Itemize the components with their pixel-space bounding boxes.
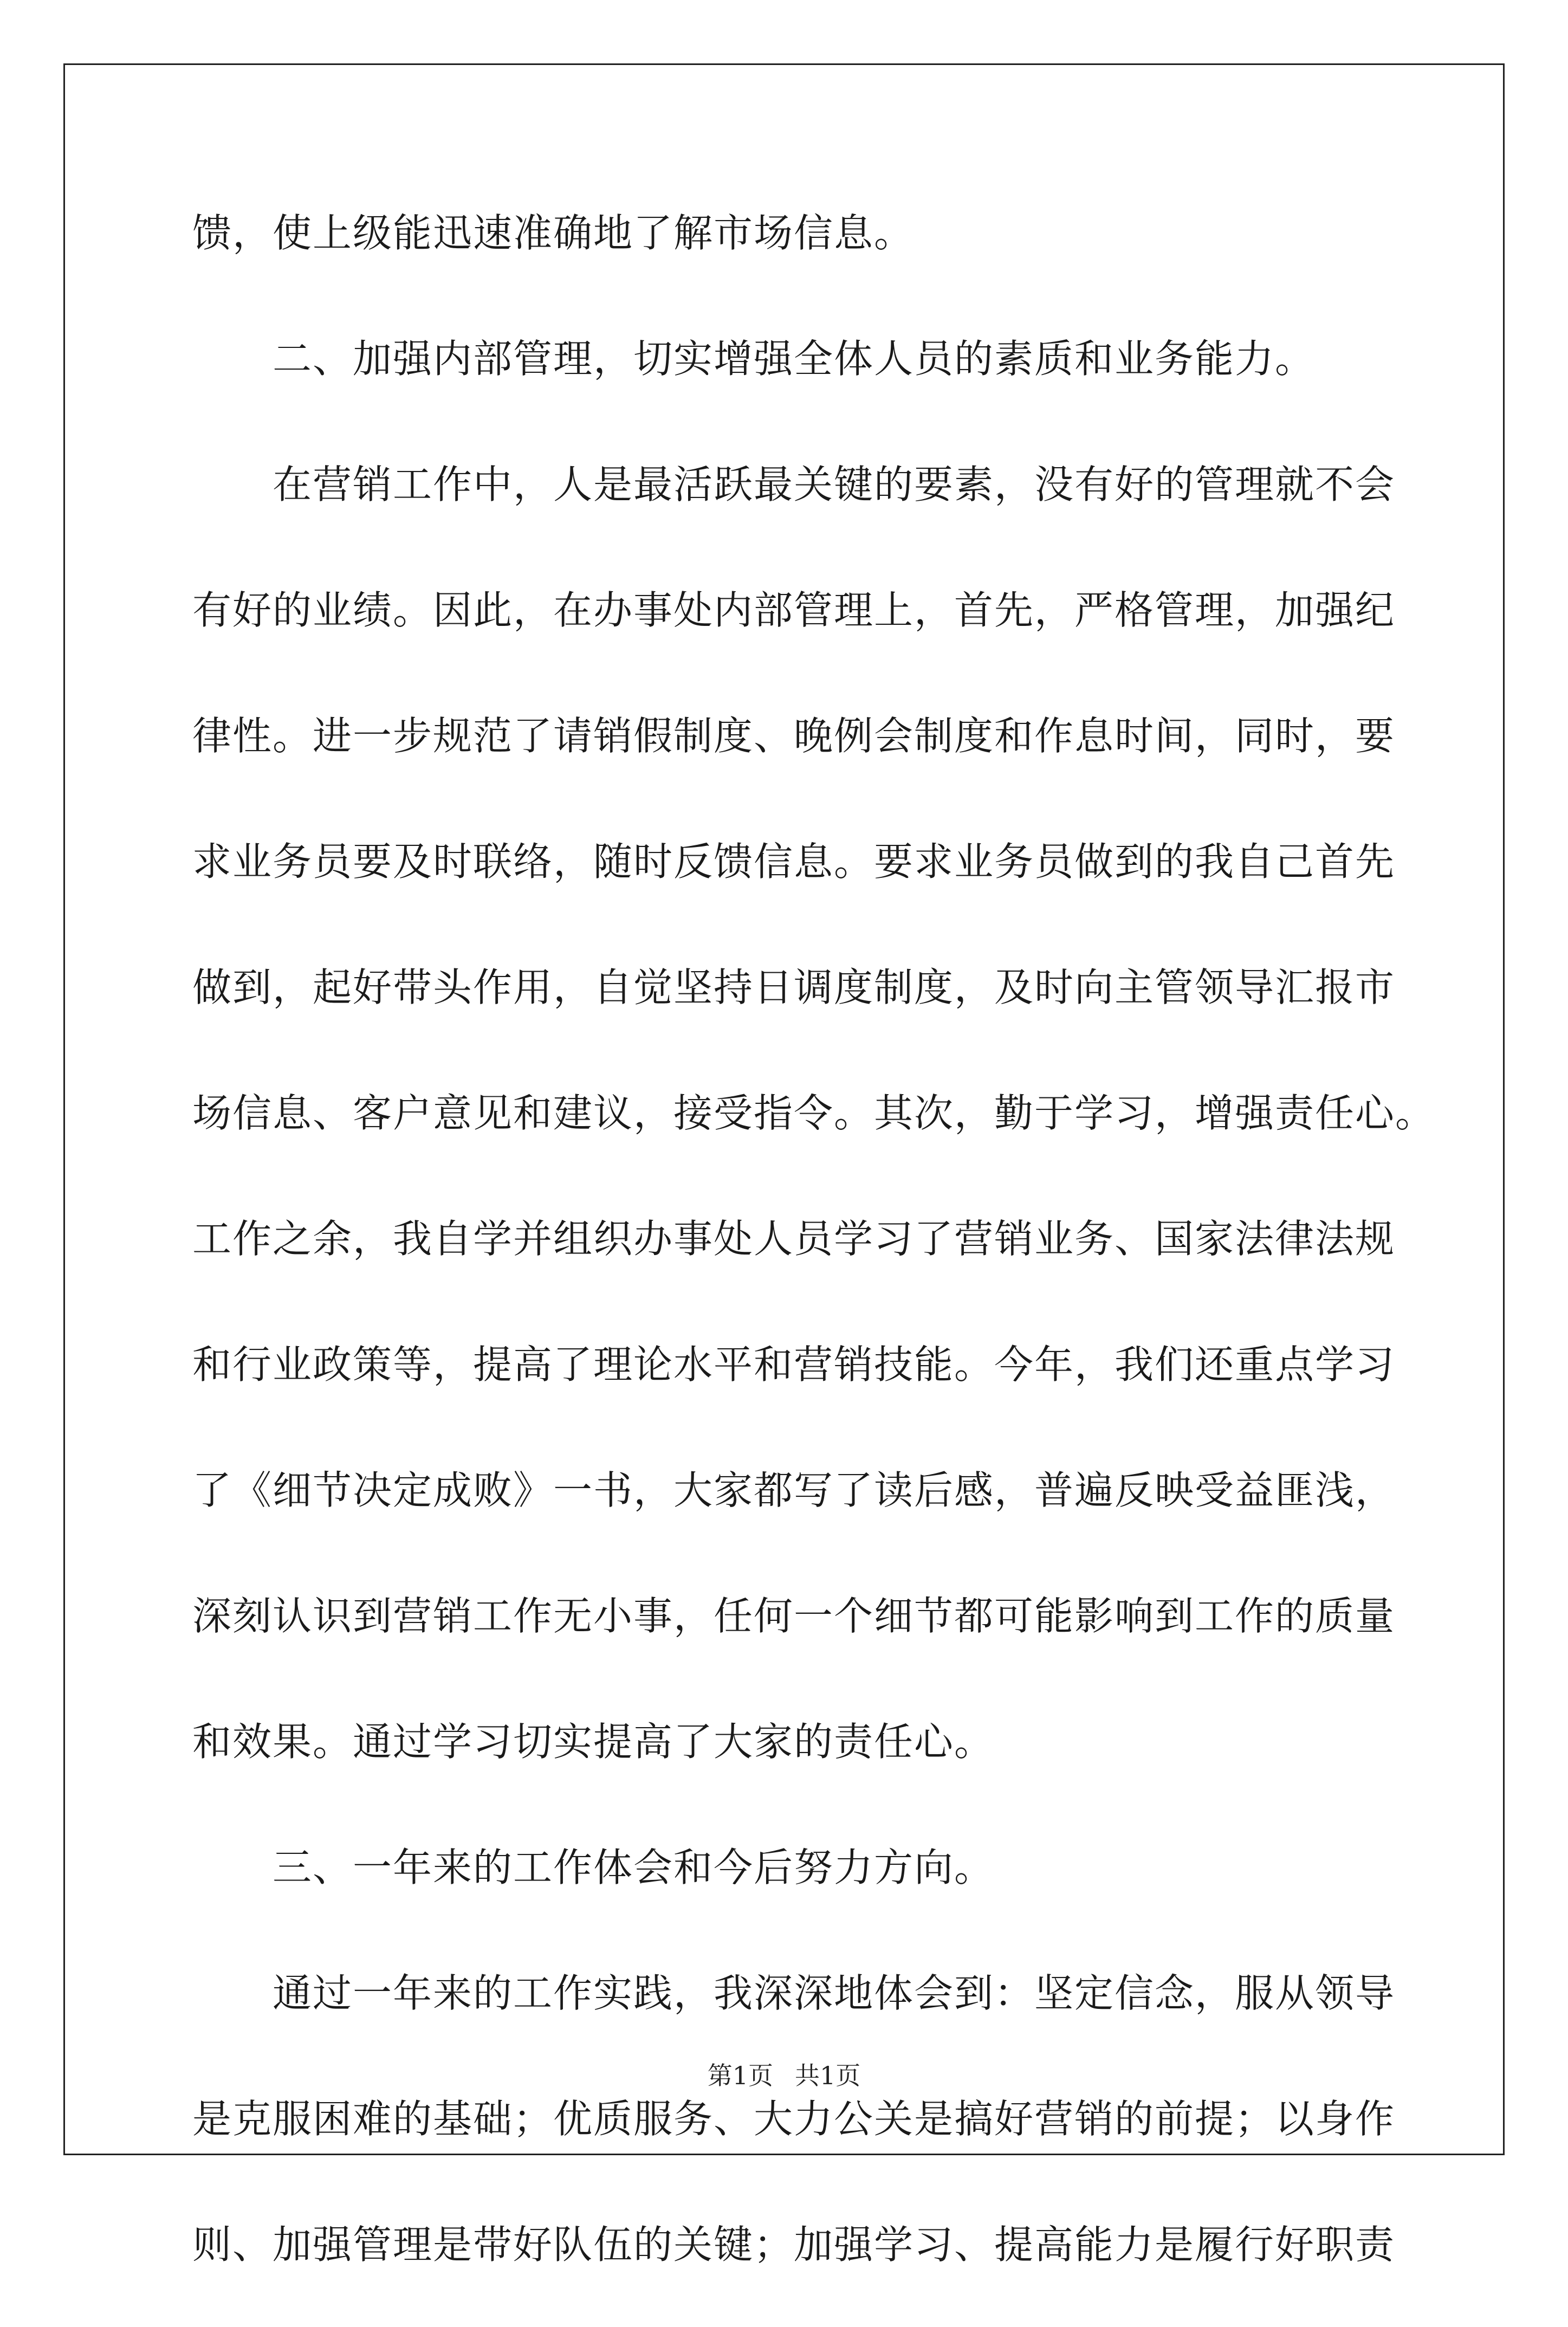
text-line: 和行业政策等，提高了理论水平和营销技能。今年，我们还重点学习 xyxy=(192,1342,1396,1387)
text-line: 三、一年来的工作体会和今后努力方向。 xyxy=(273,1845,995,1890)
text-line: 在营销工作中，人是最活跃最关键的要素，没有好的管理就不会 xyxy=(273,462,1396,507)
text-line: 做到，起好带头作用，自觉坚持日调度制度，及时向主管领导汇报市 xyxy=(192,965,1396,1010)
page-footer xyxy=(0,2059,1568,2092)
text-line: 场信息、客户意见和建议，接受指令。其次，勤于学习，增强责任心。 xyxy=(192,1090,1436,1136)
page-total: 共1页 xyxy=(795,2061,861,2090)
text-line: 了《细节决定成败》一书，大家都写了读后感，普遍反映受益匪浅， xyxy=(192,1468,1396,1513)
text-line: 二、加强内部管理，切实增强全体人员的素质和业务能力。 xyxy=(273,336,1316,382)
text-line: 馈，使上级能迅速准确地了解市场信息。 xyxy=(192,210,915,256)
text-line: 深刻认识到营销工作无小事，任何一个细节都可能影响到工作的质量 xyxy=(192,1593,1396,1639)
document-body xyxy=(192,190,1436,2327)
text-line: 和效果。通过学习切实提高了大家的责任心。 xyxy=(192,1719,995,1764)
text-line: 则、加强管理是带好队伍的关键；加强学习、提高能力是履行好职责 xyxy=(192,2222,1396,2267)
text-line: 有好的业绩。因此，在办事处内部管理上，首先，严格管理，加强纪 xyxy=(192,587,1396,633)
page-number: 第1页 xyxy=(707,2061,773,2090)
text-line: 律性。进一步规范了请销假制度、晚例会制度和作息时间，同时，要 xyxy=(192,713,1396,759)
text-line: 求业务员要及时联络，随时反馈信息。要求业务员做到的我自己首先 xyxy=(192,839,1396,884)
text-line: 工作之余，我自学并组织办事处人员学习了营销业务、国家法律法规 xyxy=(192,1216,1396,1262)
text-line: 通过一年来的工作实践，我深深地体会到：坚定信念，服从领导 xyxy=(273,1970,1396,2016)
text-line: 是克服困难的基础；优质服务、大力公关是搞好营销的前提；以身作 xyxy=(192,2096,1396,2142)
